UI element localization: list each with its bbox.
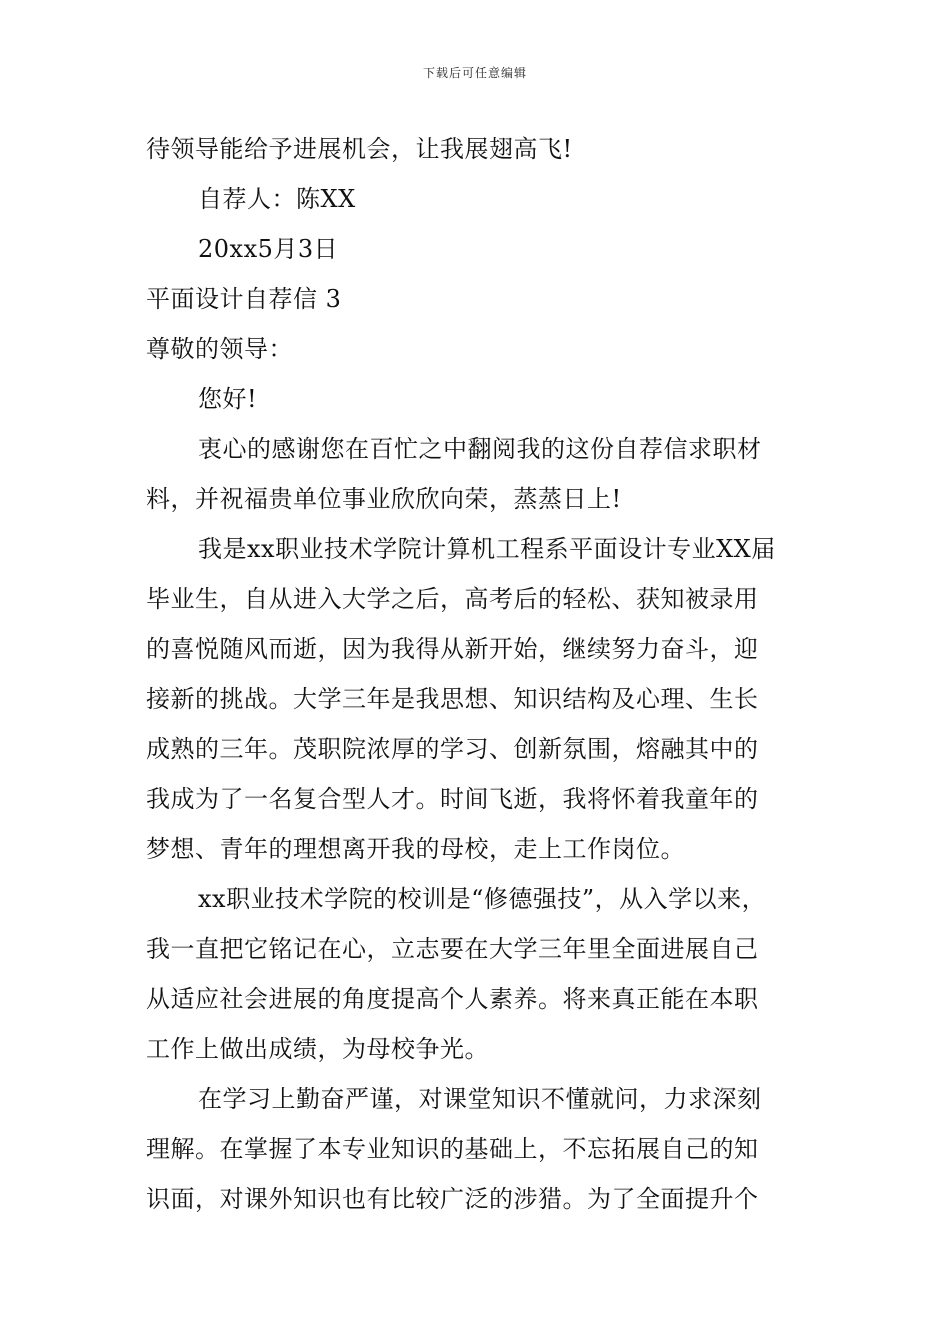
text-line: 从适应社会进展的角度提高个人素养。将来真正能在本职 (146, 985, 759, 1013)
greeting: 您好! (198, 385, 258, 413)
text-line: 待领导能给予进展机会，让我展翅高飞! (146, 135, 573, 163)
header-note: 下载后可任意编辑 (422, 66, 527, 80)
text-line: 梦想、青年的理想离开我的母校，走上工作岗位。 (146, 835, 685, 863)
text-line: 在学习上勤奋严谨，对课堂知识不懂就问，力求深刻 (198, 1085, 762, 1113)
text-line: 成熟的三年。茂职院浓厚的学习、创新氛围，熔融其中的 (146, 735, 759, 763)
signature-line: 自荐人：陈XX (198, 185, 356, 213)
text-line: 工作上做出成绩，为母校争光。 (146, 1035, 489, 1063)
text-line: 我是xx职业技术学院计算机工程系平面设计专业XX届 (198, 535, 776, 563)
text-line: 我成为了一名复合型人才。时间飞逝，我将怀着我童年的 (146, 785, 759, 813)
text-line: 我一直把它铭记在心，立志要在大学三年里全面进展自己 (146, 935, 759, 963)
document-body (146, 124, 836, 1224)
text-line: 识面，对课外知识也有比较广泛的涉猎。为了全面提升个 (146, 1185, 759, 1213)
salutation: 尊敬的领导： (146, 335, 293, 363)
text-line: xx职业技术学院的校训是“修德强技”，从入学以来， (198, 885, 767, 913)
text-line: 衷心的感谢您在百忙之中翻阅我的这份自荐信求职材 (198, 435, 762, 463)
text-line: 接新的挑战。大学三年是我思想、知识结构及心理、生长 (146, 685, 759, 713)
text-line: 料，并祝福贵单位事业欣欣向荣，蒸蒸日上! (146, 485, 622, 513)
date-line: 20xx5月3日 (198, 235, 339, 263)
text-line: 理解。在掌握了本专业知识的基础上，不忘拓展自己的知 (146, 1135, 759, 1163)
text-line: 毕业生，自从进入大学之后，高考后的轻松、获知被录用 (146, 585, 759, 613)
text-line: 的喜悦随风而逝，因为我得从新开始，继续努力奋斗，迎 (146, 635, 759, 663)
section-title: 平面设计自荐信 3 (146, 285, 342, 313)
